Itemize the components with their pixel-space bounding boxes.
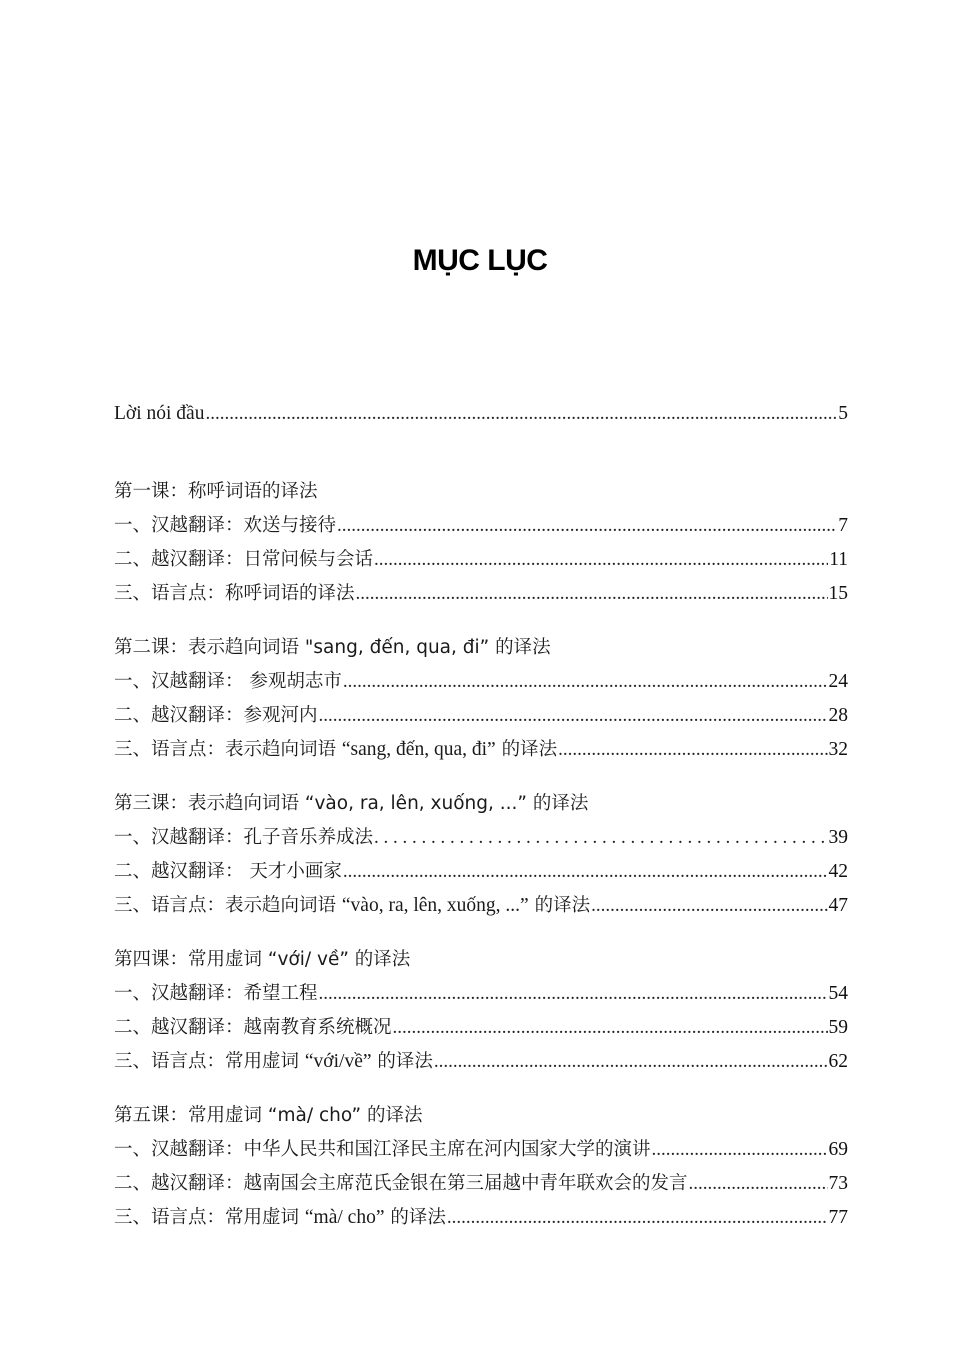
text-segment: 二、越汉翻译： 天才小画家 xyxy=(114,861,342,882)
dot-leader xyxy=(337,509,837,543)
toc-page-number: 42 xyxy=(828,861,848,882)
toc-entry-label xyxy=(114,733,557,767)
toc-entry[interactable] xyxy=(114,855,848,889)
toc-entry[interactable] xyxy=(114,821,848,855)
toc-page-number: 47 xyxy=(828,895,848,916)
text-segment: 二、越汉翻译：日常问候与会话 xyxy=(114,549,374,570)
spacer xyxy=(114,767,848,787)
text-segment: “với/về” xyxy=(304,1051,372,1072)
text-segment: 第二课：表示趋向词语 xyxy=(114,637,305,658)
toc-entry-label xyxy=(114,509,336,543)
toc-entry[interactable] xyxy=(114,577,848,611)
toc-entry[interactable] xyxy=(114,699,848,733)
toc-page-number: 73 xyxy=(828,1173,848,1194)
dot-leader xyxy=(434,1045,828,1079)
text-segment: 的译法 xyxy=(527,793,589,814)
toc-entry-label xyxy=(114,1201,446,1235)
toc-page-number: 28 xyxy=(828,705,848,726)
toc-page-number: 62 xyxy=(828,1051,848,1072)
dot-leader xyxy=(374,543,828,577)
text-segment: 三、语言点：常用虚词 xyxy=(114,1207,305,1228)
text-segment: 第一课：称呼词语的译法 xyxy=(114,481,318,502)
toc-entry[interactable] xyxy=(114,665,848,699)
toc-entry[interactable] xyxy=(114,977,848,1011)
toc-entry-label xyxy=(114,889,590,923)
text-segment: 一、汉越翻译：中华人民共和国江泽民主席在河内国家大学的演讲 xyxy=(114,1139,651,1160)
text-segment: “mà/ cho” xyxy=(304,1207,385,1228)
text-segment: 一、汉越翻译：孔子音乐养成法 xyxy=(114,827,374,848)
toc-page-number: 15 xyxy=(828,583,848,604)
dot-leader xyxy=(447,1201,828,1235)
toc-page-number: 69 xyxy=(828,1139,848,1160)
text-segment: 的译法 xyxy=(384,1207,446,1228)
text-segment: 一、汉越翻译：希望工程 xyxy=(114,983,318,1004)
text-segment: 三、语言点：常用虚词 xyxy=(114,1051,305,1072)
chapter-list xyxy=(114,475,848,1235)
toc-entry-label: Lời nói đầu xyxy=(114,403,205,424)
text-segment: 一、汉越翻译：欢送与接待 xyxy=(114,515,337,536)
text-segment: “sang, đến, qua, đi” xyxy=(341,739,496,760)
toc-page-number: 24 xyxy=(828,671,848,692)
toc-entry-label xyxy=(114,1167,688,1201)
chapter-heading-1[interactable] xyxy=(114,475,848,509)
dot-leader xyxy=(319,977,828,1011)
text-segment: 二、越汉翻译：参观河内 xyxy=(114,705,318,726)
text-segment: 二、越汉翻译：越南国会主席范氏金银在第三届越中青年联欢会的发言 xyxy=(114,1173,688,1194)
toc-entry-label xyxy=(114,699,318,733)
text-segment: “vào, ra, lên, xuống, ...” xyxy=(341,895,529,916)
dot-leader xyxy=(205,397,837,431)
text-segment: 第五课：常用虚词 xyxy=(114,1105,268,1126)
spacer xyxy=(114,923,848,943)
page-title: MỤC LỤC xyxy=(412,244,548,277)
text-segment: 的译法 xyxy=(495,739,558,760)
text-segment: 三、语言点：称呼词语的译法 xyxy=(114,583,355,604)
toc-entry[interactable] xyxy=(114,543,848,577)
text-segment: 第四课：常用虚词 xyxy=(114,949,268,970)
dot-leader xyxy=(652,1133,828,1167)
dot-leader xyxy=(558,733,827,767)
toc-page-number: 5 xyxy=(838,403,848,424)
toc-entry-label xyxy=(114,1011,392,1045)
text-segment: 二、越汉翻译：越南教育系统概况 xyxy=(114,1017,392,1038)
toc-entry[interactable] xyxy=(114,1133,848,1167)
toc-entry-label xyxy=(114,543,373,577)
dot-leader xyxy=(689,1167,828,1201)
chapter-heading-2[interactable] xyxy=(114,631,848,665)
toc-entry[interactable] xyxy=(114,733,848,767)
toc-entry[interactable] xyxy=(114,1045,848,1079)
chapter-heading-5[interactable] xyxy=(114,1099,848,1133)
text-segment: 的译法 xyxy=(371,1051,433,1072)
chapter-heading-3[interactable] xyxy=(114,787,848,821)
text-segment: 一、汉越翻译： 参观胡志市 xyxy=(114,671,342,692)
toc-page-number: 39 xyxy=(828,827,848,848)
dot-leader xyxy=(356,577,828,611)
toc-entry[interactable] xyxy=(114,509,848,543)
dot-leader xyxy=(319,699,828,733)
toc-entry-label xyxy=(114,977,318,1011)
chapter-heading-4[interactable] xyxy=(114,943,848,977)
text-segment: "sang, đến, qua, đi” xyxy=(304,637,490,658)
toc-entry[interactable] xyxy=(114,1201,848,1235)
toc-entry-label xyxy=(114,855,342,889)
dot-leader xyxy=(343,665,828,699)
spacer xyxy=(114,1079,848,1099)
toc-entry-preface[interactable] xyxy=(114,397,848,431)
text-segment: 的译法 xyxy=(528,895,591,916)
text-segment: “vào, ra, lên, xuống, ...” xyxy=(304,793,527,814)
toc-page-number: 7 xyxy=(838,515,848,536)
spacer xyxy=(114,431,848,475)
dot-leader xyxy=(343,855,828,889)
dot-leader xyxy=(393,1011,828,1045)
toc-entry-label xyxy=(114,1133,651,1167)
text-segment: 的译法 xyxy=(361,1105,423,1126)
toc-entry-label xyxy=(114,1045,433,1079)
toc-entry[interactable] xyxy=(114,889,848,923)
toc-page-number: 59 xyxy=(828,1017,848,1038)
text-segment: 的译法 xyxy=(489,637,551,658)
table-of-contents xyxy=(114,397,848,1235)
dot-leader xyxy=(374,821,827,855)
toc-entry[interactable] xyxy=(114,1011,848,1045)
text-segment: 三、语言点：表示趋向词语 xyxy=(114,895,342,916)
toc-entry-label xyxy=(114,577,355,611)
toc-page-number: 77 xyxy=(828,1207,848,1228)
text-segment: “với/ về” xyxy=(267,949,349,970)
toc-entry[interactable] xyxy=(114,1167,848,1201)
text-segment: 第三课：表示趋向词语 xyxy=(114,793,305,814)
toc-entry-label xyxy=(114,665,342,699)
toc-page-number: 11 xyxy=(829,549,848,570)
toc-entry-label xyxy=(114,821,373,855)
text-segment: 的译法 xyxy=(348,949,411,970)
toc-page-number: 54 xyxy=(828,983,848,1004)
text-segment: “mà/ cho” xyxy=(267,1105,362,1126)
toc-page-number: 32 xyxy=(828,739,848,760)
text-segment: 三、语言点：表示趋向词语 xyxy=(114,739,342,760)
spacer xyxy=(114,611,848,631)
dot-leader xyxy=(591,889,827,923)
